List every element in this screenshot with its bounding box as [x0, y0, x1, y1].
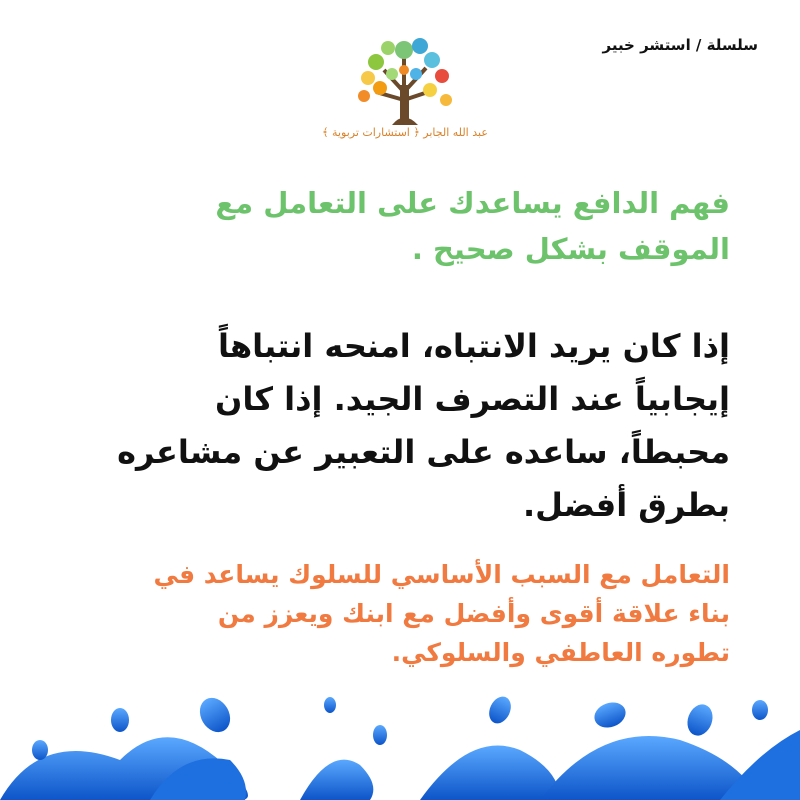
- green-line-2: الموقف بشكل صحيح .: [411, 232, 730, 266]
- green-paragraph: [60, 180, 730, 272]
- orange-paragraph: [60, 555, 730, 672]
- water-splash-icon: [0, 690, 800, 800]
- black-line-1: إذا كان يريد الانتباه، امنحه انتباهاً: [217, 327, 730, 365]
- orange-line-2: بناء علاقة أقوى وأفضل مع ابنك ويعزز من: [217, 599, 730, 628]
- logo-caption: عبد الله الجابر ﴿ استشارات تربوية ﴾: [322, 126, 488, 139]
- green-line-1: فهم الدافع يساعدك على التعامل مع: [215, 186, 730, 220]
- black-line-3: محبطاً، ساعده على التعبير عن مشاعره: [117, 433, 730, 471]
- black-paragraph: [70, 320, 730, 532]
- orange-line-1: التعامل مع السبب الأساسي للسلوك يساعد في: [153, 560, 730, 589]
- orange-line-3: تطوره العاطفي والسلوكي.: [391, 638, 730, 667]
- black-line-4: بطرق أفضل.: [522, 486, 730, 524]
- series-title: سلسلة / استشر خبير: [602, 36, 758, 54]
- black-line-2: إيجابياً عند التصرف الجيد. إذا كان: [215, 380, 730, 418]
